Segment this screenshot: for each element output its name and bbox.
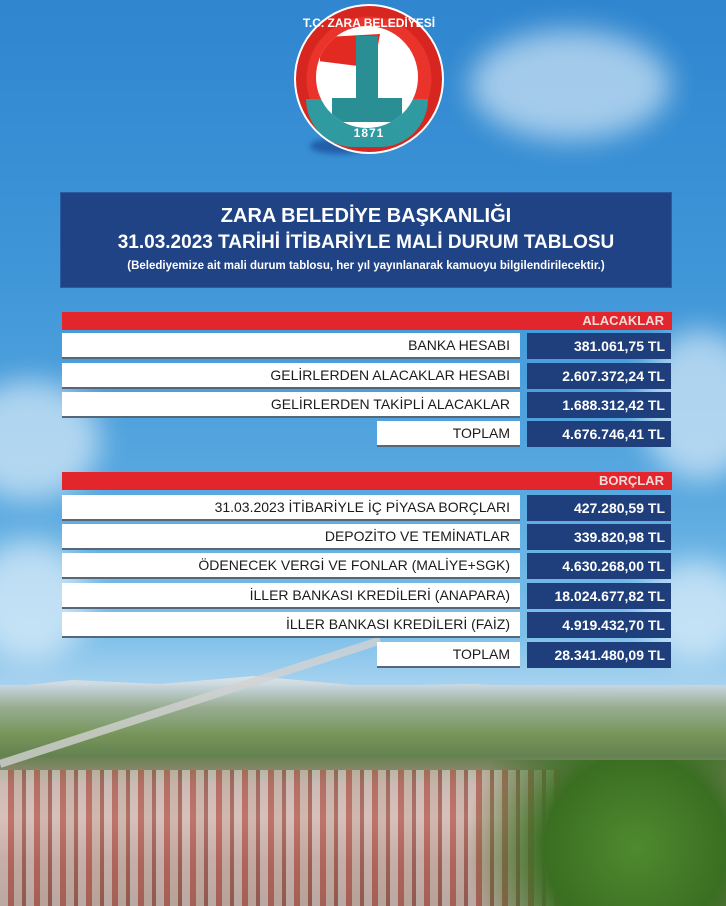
total-label: TOPLAM [377,421,520,447]
page-subtitle: 31.03.2023 TARİHİ İTİBARİYLE MALİ DURUM TABLOSU [117,232,615,253]
tower-base-icon [332,98,402,122]
row-label: GELİRLERDEN ALACAKLAR HESABI [62,363,520,389]
row-label: DEPOZİTO VE TEMİNATLAR [62,524,520,550]
section-header-borclar: BORÇLAR [62,472,672,490]
municipality-logo [294,4,444,154]
row-value: 18.024.677,82 TL [527,583,671,609]
row-label: BANKA HESABI [62,333,520,359]
section-header-alacaklar: ALACAKLAR [62,312,672,330]
row-label: İLLER BANKASI KREDİLERİ (ANAPARA) [62,583,520,609]
row-label: 31.03.2023 İTİBARİYLE İÇ PİYASA BORÇLARI [62,495,520,521]
trees [426,760,726,906]
cloud [470,30,670,140]
row-value: 4.919.432,70 TL [527,612,671,638]
total-label: TOPLAM [377,642,520,668]
row-value: 1.688.312,42 TL [527,392,671,418]
page-title: ZARA BELEDİYE BAŞKANLIĞI [220,205,512,227]
total-value: 4.676.746,41 TL [527,421,671,447]
clock-tower-icon [356,36,378,106]
row-value: 4.630.268,00 TL [527,553,671,579]
row-value: 381.061,75 TL [527,333,671,359]
row-label: İLLER BANKASI KREDİLERİ (FAİZ) [62,612,520,638]
row-label: ÖDENECEK VERGİ VE FONLAR (MALİYE+SGK) [62,553,520,579]
row-value: 339.820,98 TL [527,524,671,550]
total-value: 28.341.480,09 TL [527,642,671,668]
row-label: GELİRLERDEN TAKİPLİ ALACAKLAR [62,392,520,418]
row-value: 427.280,59 TL [527,495,671,521]
header-box [60,192,672,288]
page-note: (Belediyemize ait mali durum tablosu, her yıl yayınlanarak kamuoyu bilgilendirilecektir.) [127,260,605,272]
logo-year: 1871 [353,126,385,140]
logo-emblem [316,26,418,128]
row-value: 2.607.372,24 TL [527,363,671,389]
logo-text: T.C. ZARA BELEDİYESİ [302,16,436,30]
